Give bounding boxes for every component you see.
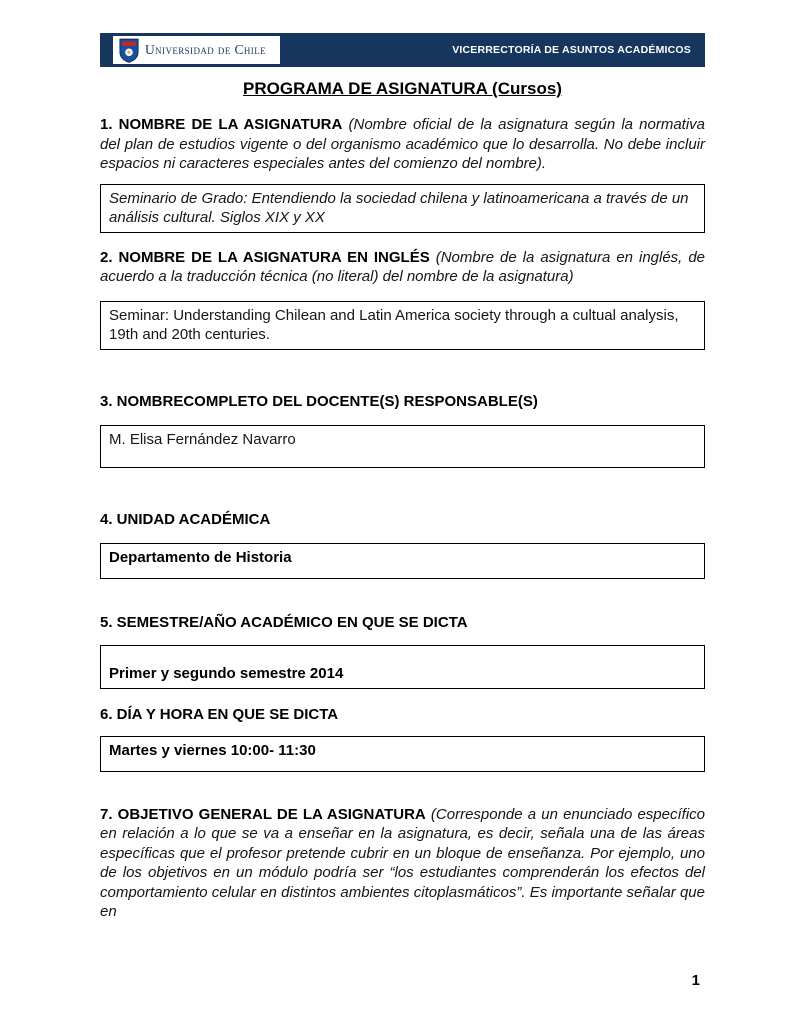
section-3-value: M. Elisa Fernández Navarro: [109, 431, 296, 448]
section-2-value-box: [100, 301, 705, 350]
section-6-heading: 6. DÍA Y HORA EN QUE SE DICTA: [100, 705, 339, 723]
section-5-value: Primer y segundo semestre 2014: [109, 665, 344, 682]
header-bar: [100, 33, 705, 67]
section-7-description: (Corresponde a un enunciado específico en relación a lo que se va a enseñar en la asignatura, es decir, señala una de las áreas específicas que el profesor pretende cubrir en un bloque de enseñanza. Por ejemplo, uno de los objetivos en un módulo podría ser “los estudiantes comprenderán los efectos del comportamiento celular en distintos ambientes citoplasmáticos”. Es importante señalar que en: [100, 805, 705, 920]
section-1-heading-paragraph: [100, 115, 705, 174]
section-2-title: 2. NOMBRE DE LA ASIGNATURA EN INGLÉS: [100, 248, 430, 266]
section-1-value: Seminario de Grado: Entendiendo la sociedad chilena y latinoamericana a través de un análisis cultural. Siglos XIX y XX: [109, 189, 689, 226]
section-5-heading: 5. SEMESTRE/AÑO ACADÉMICO EN QUE SE DICTA: [100, 613, 468, 631]
header-division-text: VICERRECTORÍA DE ASUNTOS ACADÉMICOS: [452, 44, 691, 56]
section-4-value: Departamento de Historia: [109, 549, 292, 566]
section-7-heading-paragraph: [100, 805, 705, 922]
document-title: PROGRAMA DE ASIGNATURA (Cursos): [243, 79, 562, 98]
university-logo: [113, 36, 280, 64]
page-number: 1: [691, 972, 700, 989]
section-2-heading-paragraph: [100, 248, 705, 287]
section-1-title: 1. NOMBRE DE LA ASIGNATURA: [100, 116, 343, 133]
section-6-value: Martes y viernes 10:00- 11:30: [109, 742, 316, 759]
university-crest-icon: [119, 38, 139, 63]
section-6-value-box: [100, 736, 705, 772]
section-3-heading: 3. NOMBRECOMPLETO DEL DOCENTE(S) RESPONSABLE(S): [100, 392, 538, 410]
university-name: Universidad de Chile: [145, 42, 266, 57]
section-2-description: (Nombre de la asignatura en inglés, de acuerdo a la traducción técnica (no literal) del nombre de la asignatura): [100, 248, 705, 285]
section-3-value-box: [100, 425, 705, 468]
section-1-description: (Nombre oficial de la asignatura según la normativa del plan de estudios vigente o del organismo académico que lo desarrolla. No debe incluir espacios ni caracteres especiales antes del comienzo del nombre).: [100, 116, 706, 172]
section-5-value-box: [100, 645, 705, 689]
section-2-value: Seminar: Understanding Chilean and Latin America society through a cultual analysis, 19th and 20th centuries.: [109, 306, 679, 343]
section-4-value-box: [100, 543, 705, 579]
section-4-heading: 4. UNIDAD ACADÉMICA: [100, 510, 271, 528]
section-1-value-box: [100, 184, 705, 233]
section-7-title: 7. OBJETIVO GENERAL DE LA ASIGNATURA: [100, 805, 426, 823]
